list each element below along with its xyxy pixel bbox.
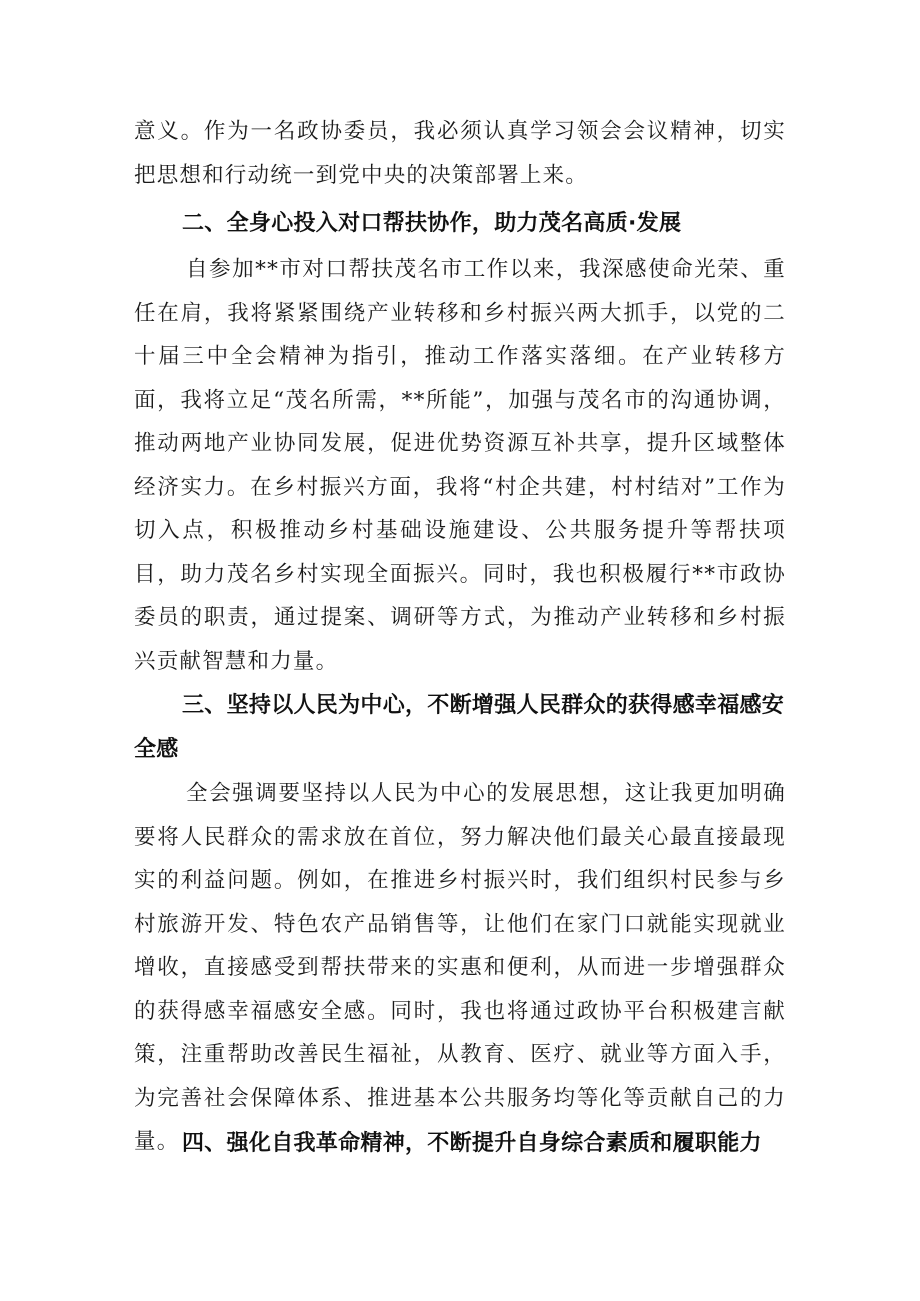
section-heading-4: 四、强化自我革命精神，不断提升自身综合素质和履职能力 <box>182 1131 762 1156</box>
section-heading-3: 三、坚持以人民为中心，不断增强人民群众的获得感幸福感安全感 <box>134 693 785 762</box>
section-3-paragraph: 全会强调要坚持以人民为中心的发展思想，这让我更加明确要将人民群众的需求放在首位，努力解决他们最关心最直接最现实的利益问题。例如，在推进乡村振兴时，我们组织村民参与乡村旅游开发、特色农产品销售等，让他们在家门口就能实现就业增收，直接感受到帮扶带来的实惠和便利，从而进一步增强群众的获得感幸福感安全感。同时，我也将通过政协平台积极建言献策，注重帮助改善民生福祉，从教育、医疗、就业等方面入手，为完善社会保障体系、推进基本公共服务均等化等贡献自己的力量。 <box>134 781 786 1154</box>
section-2-paragraph: 自参加**市对口帮扶茂名市工作以来，我深感使命光荣、重任在肩，我将紧紧围绕产业转移和乡村振兴两大抓手，以党的二十届三中全会精神为指引，推动工作落实落细。在产业转移方面，我将立足“茂名所需，**所能”，加强与茂名市的沟通协调，推动两地产业协同发展，促进优势资源互补共享，提升区域整体经济实力。在乡村振兴方面，我将“村企共建，村村结对”工作为切入点，积极推动乡村基础设施建设、公共服务提升等帮扶项目，助力茂名乡村实现全面振兴。同时，我也积极履行**市政协委员的职责，通过提案、调研等方式，为推动产业转移和乡村振兴贡献智慧和力量。 <box>134 257 786 674</box>
section-heading-2: 二、全身心投入对口帮扶协作，助力茂名高质·发展 <box>182 211 682 236</box>
intro-paragraph: 意义。作为一名政协委员，我必须认真学习领会会议精神，切实把思想和行动统一到党中央的决策部署上来。 <box>134 119 786 188</box>
